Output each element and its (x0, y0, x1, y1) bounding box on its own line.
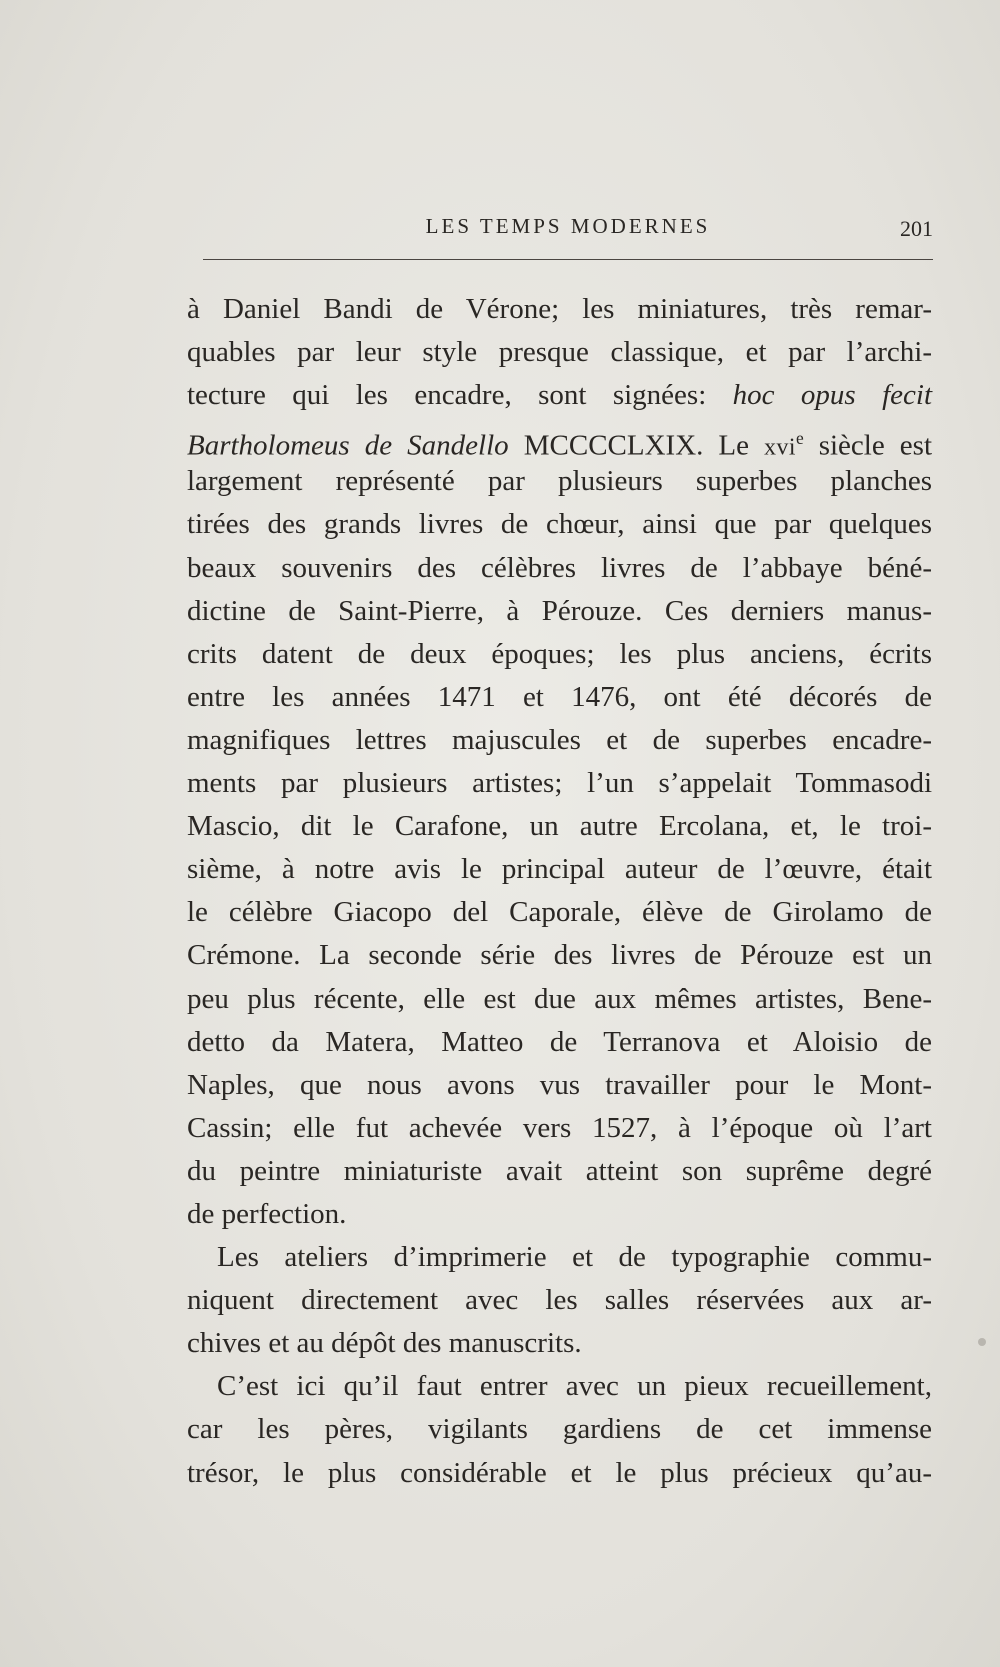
text-line: Cassin; elle fut achevée vers 1527, à l’époque où l’art (187, 1111, 932, 1144)
text-line: chives et au dépôt des manuscrits. (187, 1327, 582, 1360)
text-line: magnifiques lettres majuscules et de superbes encadre- (187, 723, 932, 756)
text-line: Crémone. La seconde série des livres de Pérouze est un (187, 939, 932, 972)
text-line: crits datent de deux époques; les plus anciens, écrits (187, 637, 932, 670)
text-line: trésor, le plus considérable et le plus précieux qu’au- (187, 1456, 932, 1489)
text-line: entre les années 1471 et 1476, ont été décorés de (187, 680, 932, 713)
ink-spot (978, 1338, 986, 1346)
superscript: e (795, 428, 804, 449)
text-line: largement représenté par plusieurs superbes planches (187, 465, 932, 498)
header-rule (203, 259, 933, 260)
text-line: Les ateliers d’imprimerie et de typographie commu- (217, 1241, 932, 1274)
text-line: dictine de Saint-Pierre, à Pérouze. Ces derniers manus- (187, 594, 932, 627)
text-line: ments par plusieurs artistes; l’un s’appelait Tommasodi (187, 767, 932, 800)
body-text (187, 288, 932, 1495)
text-line: detto da Matera, Matteo de Terranova et Aloisio de (187, 1025, 932, 1058)
text-line: C’est ici qu’il faut entrer avec un pieux recueillement, (217, 1370, 932, 1403)
text-line: tirées des grands livres de chœur, ainsi que par quelques (187, 508, 932, 541)
text-line: du peintre miniaturiste avait atteint son suprême degré (187, 1154, 932, 1187)
text-line: beaux souvenirs des célèbres livres de l’abbaye béné- (187, 551, 932, 584)
text-line: car les pères, vigilants gardiens de cet immense (187, 1413, 932, 1446)
text-line: tecture qui les encadre, sont signées: hoc opus fecit (187, 379, 933, 412)
century-numeral: xvi (764, 434, 796, 461)
page-number: 201 (900, 216, 933, 241)
text-line: Bartholomeus de Sandello MCCCCLXIX. Le xvi$^e$ siècle est (187, 428, 932, 462)
text-line: niquent directement avec les salles réservées aux ar- (187, 1284, 932, 1317)
text-line: peu plus récente, elle est due aux mêmes artistes, Bene- (187, 982, 932, 1015)
italic-phrase: hoc opus fecit (732, 379, 933, 412)
text-line: de perfection. (187, 1197, 347, 1230)
text-line: Naples, que nous avons vus travailler pour le Mont- (187, 1068, 932, 1101)
text-line: sième, à notre avis le principal auteur de l’œuvre, était (187, 853, 932, 886)
italic-phrase: Bartholomeus de Sandello (187, 429, 509, 462)
text-line: à Daniel Bandi de Vérone; les miniatures, très remar- (187, 293, 932, 325)
running-header (203, 214, 933, 254)
text-line: quables par leur style presque classique, et par l’archi- (187, 336, 932, 369)
text-line: Mascio, dit le Carafone, un autre Ercolana, et, le troi- (187, 810, 932, 843)
text-line: le célèbre Giacopo del Caporale, élève de Girolamo de (187, 896, 932, 929)
running-title: LES TEMPS MODERNES (425, 214, 711, 238)
